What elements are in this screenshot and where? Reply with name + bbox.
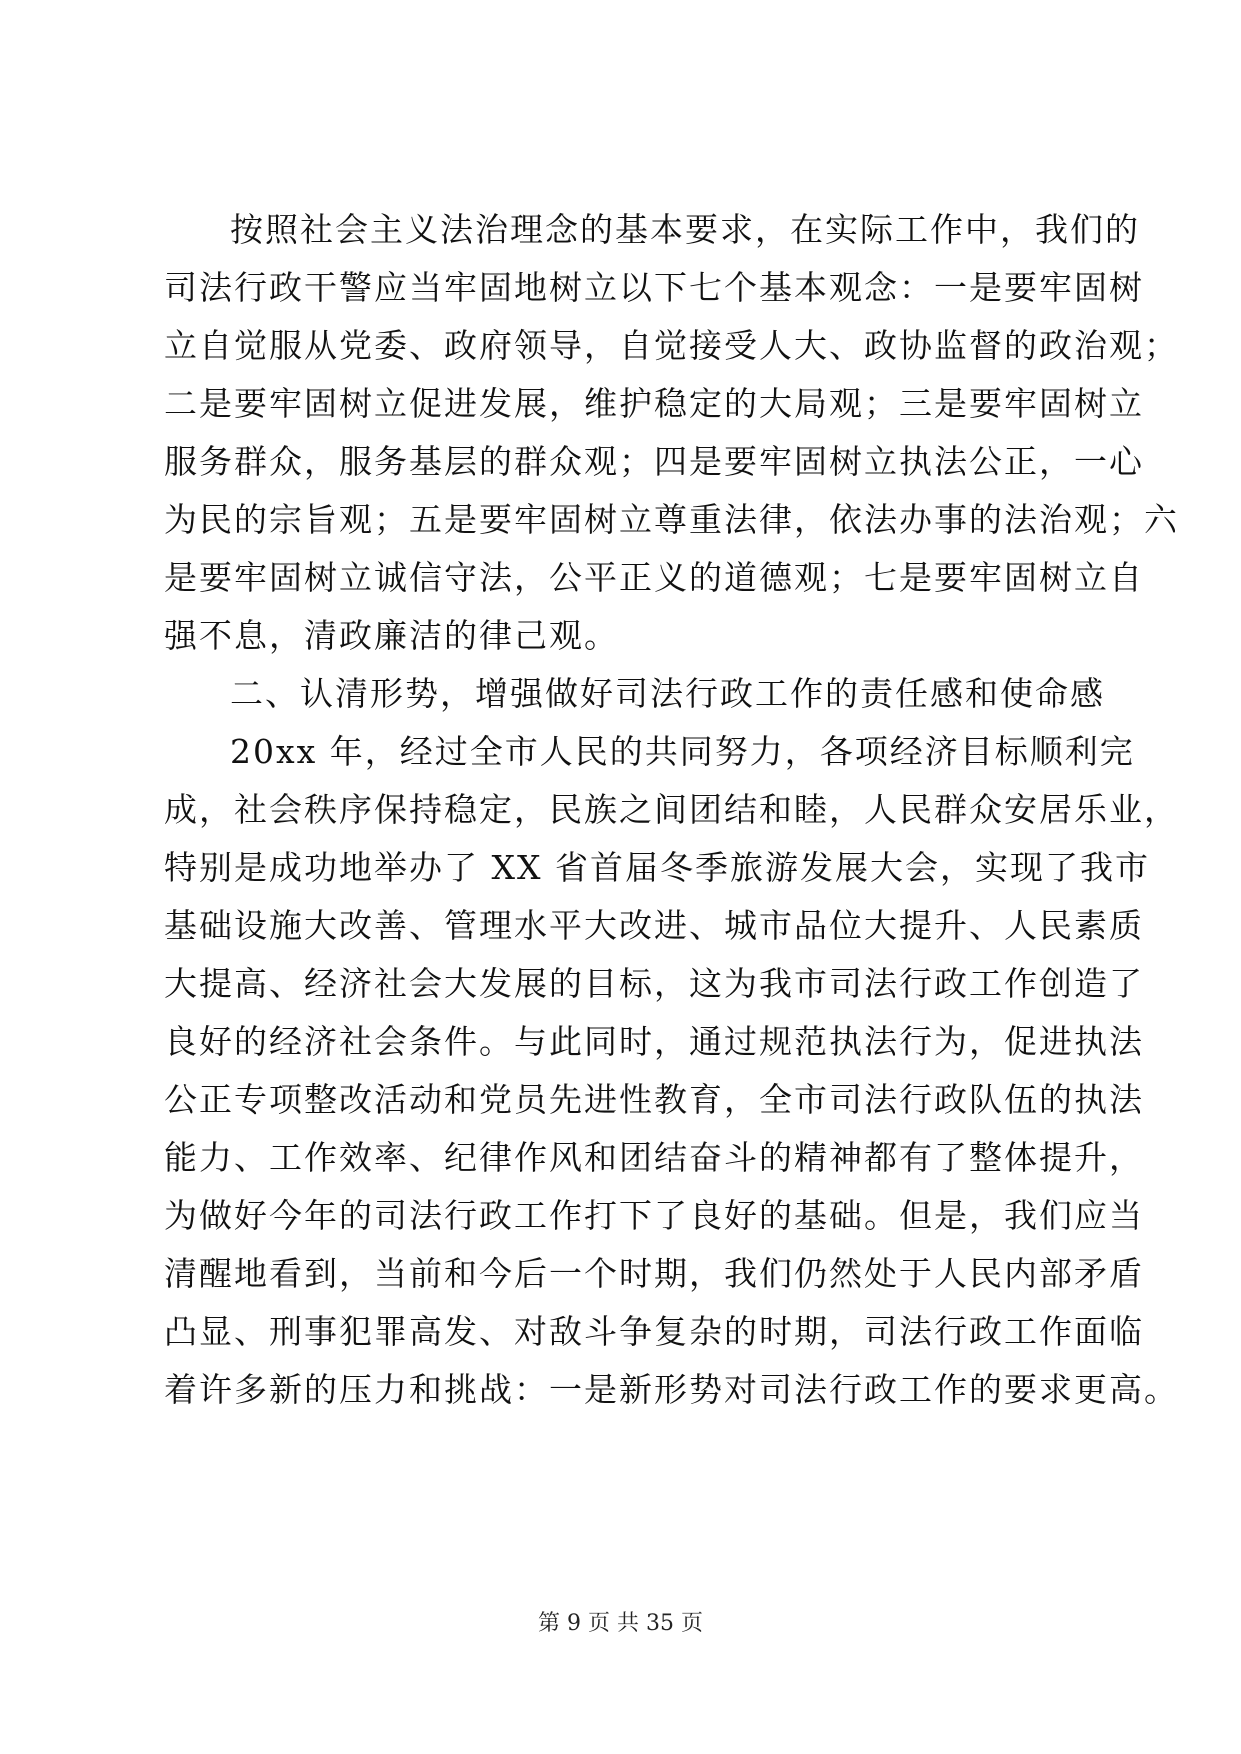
text-line: 为做好今年的司法行政工作打下了良好的基础。但是，我们应当: [164, 1196, 1144, 1235]
text-line: 立自觉服从党委、政府领导，自觉接受人大、政协监督的政治观；: [164, 326, 1179, 365]
text-line: 强不息，清政廉洁的律己观。: [164, 616, 619, 655]
text-line: 是要牢固树立诚信守法，公平正义的道德观；七是要牢固树立自: [164, 558, 1144, 597]
text-line: 20xx 年，经过全市人民的共同努力，各项经济目标顺利完: [230, 732, 1135, 771]
text-line: 为民的宗旨观；五是要牢固树立尊重法律，依法办事的法治观；六: [164, 500, 1179, 539]
text-line: 基础设施大改善、管理水平大改进、城市品位大提升、人民素质: [164, 906, 1144, 945]
text-line: 公正专项整改活动和党员先进性教育，全市司法行政队伍的执法: [164, 1080, 1144, 1119]
text-line: 大提高、经济社会大发展的目标，这为我市司法行政工作创造了: [164, 964, 1144, 1003]
text-line: 清醒地看到，当前和今后一个时期，我们仍然处于人民内部矛盾: [164, 1254, 1144, 1293]
text-line: 二、认清形势，增强做好司法行政工作的责任感和使命感: [230, 674, 1105, 713]
text-line: 按照社会主义法治理念的基本要求，在实际工作中，我们的: [230, 210, 1140, 249]
text-line: 特别是成功地举办了 XX 省首届冬季旅游发展大会，实现了我市: [164, 848, 1150, 887]
text-line: 凸显、刑事犯罪高发、对敌斗争复杂的时期，司法行政工作面临: [164, 1312, 1144, 1351]
text-line: 成，社会秩序保持稳定，民族之间团结和睦，人民群众安居乐业，: [164, 790, 1179, 829]
page-footer: 第 9 页 共 35 页: [538, 1611, 703, 1636]
text-line: 着许多新的压力和挑战：一是新形势对司法行政工作的要求更高。: [164, 1370, 1179, 1409]
text-line: 良好的经济社会条件。与此同时，通过规范执法行为，促进执法: [164, 1022, 1144, 1061]
text-line: 服务群众，服务基层的群众观；四是要牢固树立执法公正，一心: [164, 442, 1144, 481]
text-line: 二是要牢固树立促进发展，维护稳定的大局观；三是要牢固树立: [164, 384, 1144, 423]
text-line: 司法行政干警应当牢固地树立以下七个基本观念：一是要牢固树: [164, 268, 1144, 307]
text-line: 能力、工作效率、纪律作风和团结奋斗的精神都有了整体提升，: [164, 1138, 1144, 1177]
